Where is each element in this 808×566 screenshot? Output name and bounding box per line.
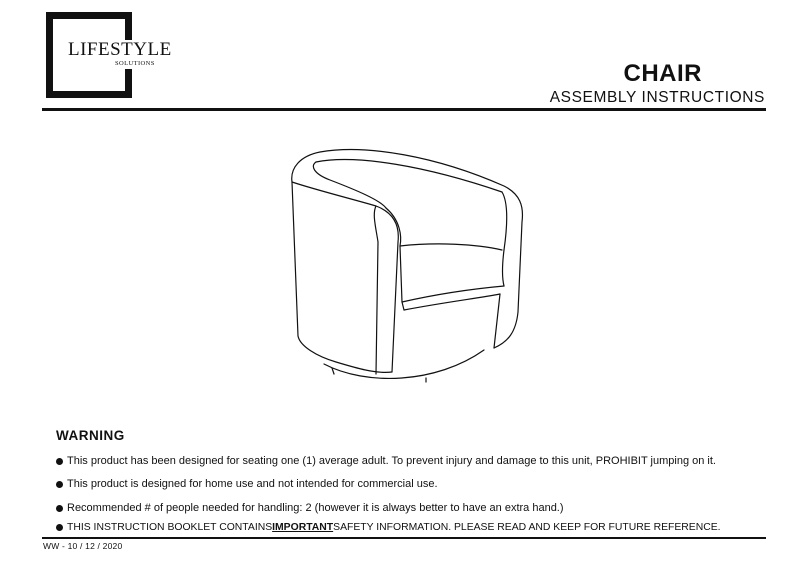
page-subtitle: ASSEMBLY INSTRUCTIONS <box>549 89 765 106</box>
bullet-icon <box>56 524 63 531</box>
bullet-icon <box>56 458 63 465</box>
swivel-chair-illustration <box>276 142 532 386</box>
warning-item <box>56 522 721 533</box>
warning-emphasis: IMPORTANT <box>272 522 334 533</box>
warning-text: This product has been designed for seating one (1) average adult. To prevent injury and damage to this unit, PROHIBIT jumping on it. <box>67 455 716 467</box>
footer-divider <box>42 537 766 539</box>
warning-text: This product is designed for home use and not intended for commercial use. <box>67 478 438 490</box>
bullet-icon <box>56 505 63 512</box>
warning-heading: WARNING <box>56 428 125 443</box>
logo-name: LIFESTYLE <box>68 39 172 60</box>
bullet-icon <box>56 481 63 488</box>
warning-text-suffix: SAFETY INFORMATION. PLEASE READ AND KEEP FOR FUTURE REFERENCE. <box>333 522 721 533</box>
logo-text <box>66 40 174 69</box>
warning-item <box>56 455 716 467</box>
page-title: CHAIR <box>623 60 702 87</box>
logo-subtitle: SOLUTIONS <box>115 60 155 67</box>
warning-text-prefix: THIS INSTRUCTION BOOKLET CONTAINS <box>67 522 273 533</box>
document-code: WW - 10 / 12 / 2020 <box>43 541 123 551</box>
header-divider <box>42 108 766 111</box>
warning-item <box>56 502 564 514</box>
warning-item <box>56 478 438 490</box>
brand-logo <box>46 12 172 98</box>
warning-text: Recommended # of people needed for handling: 2 (however it is always better to have an extra hand.) <box>67 502 564 514</box>
